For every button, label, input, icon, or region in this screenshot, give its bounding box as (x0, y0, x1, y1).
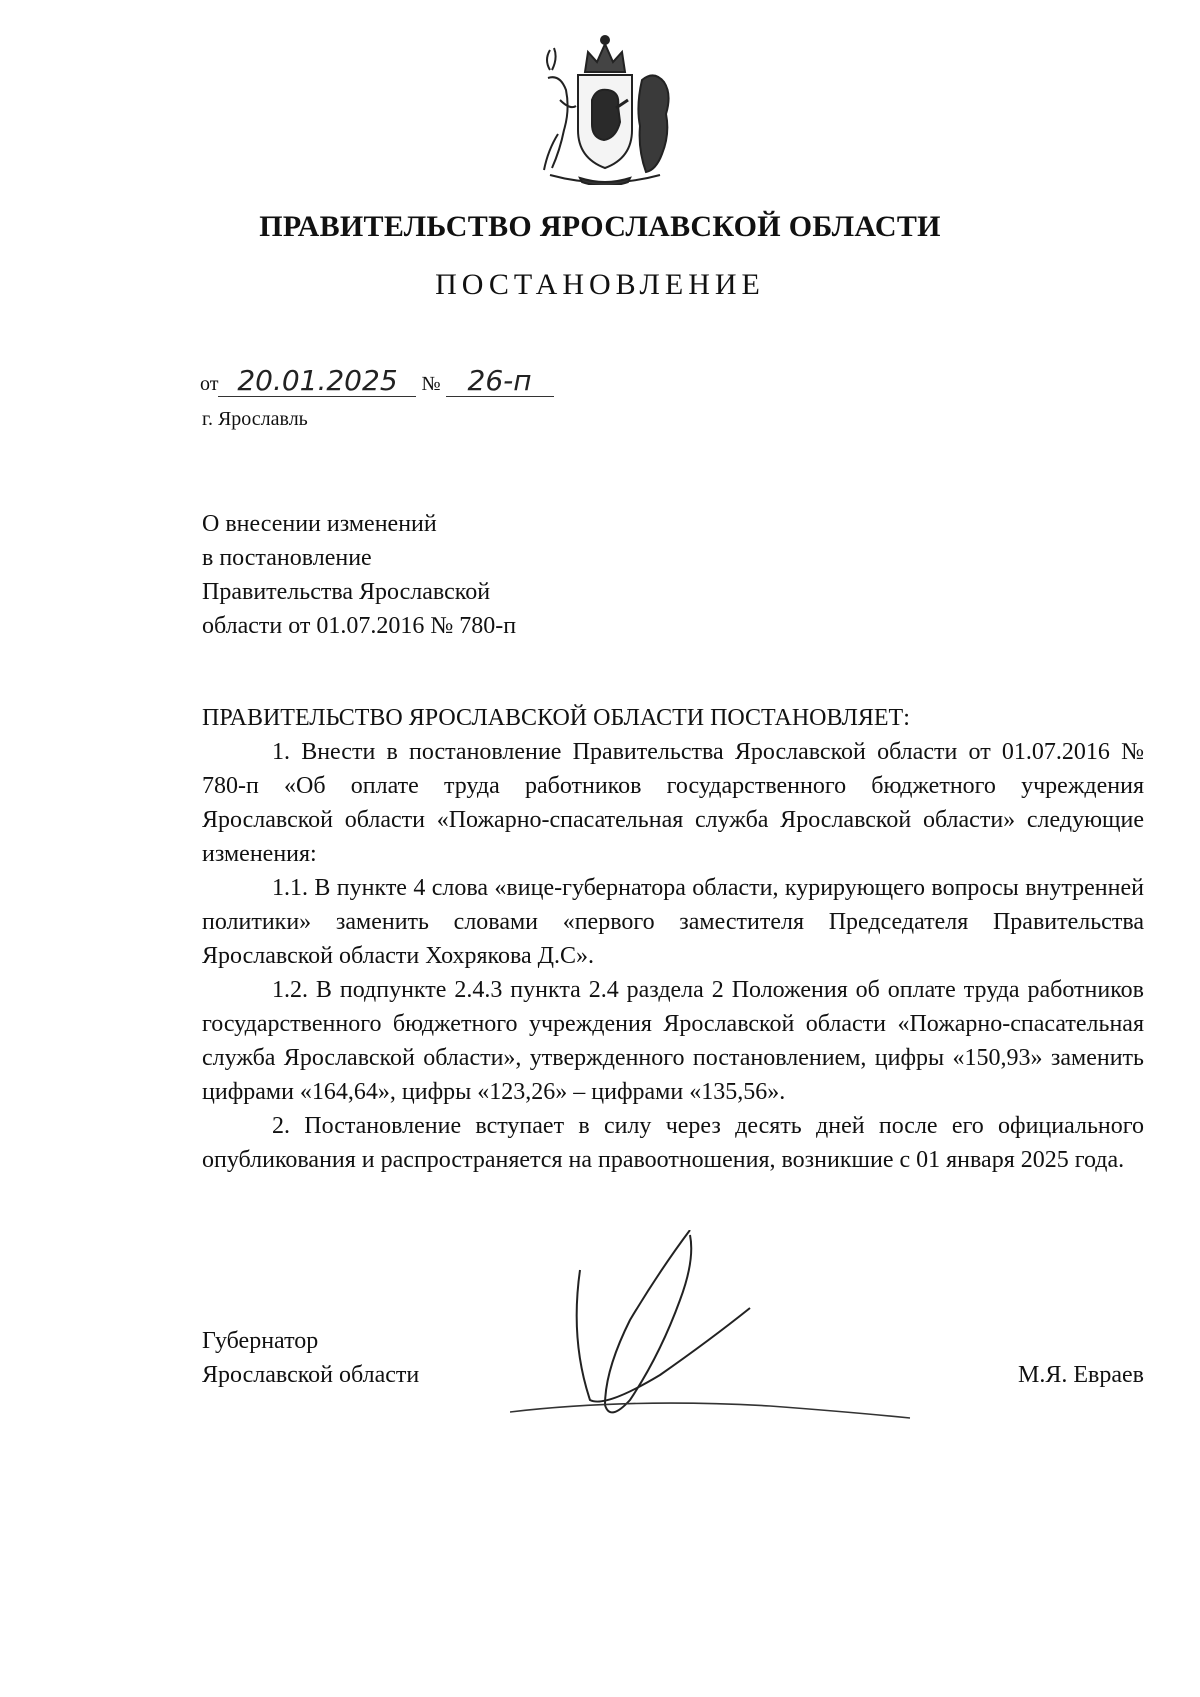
document-body (202, 701, 1144, 1177)
paragraph-1-1: 1.1. В пункте 4 слова «вице-губернатора области, курирующего вопросы внутренней политики» заменить словами «первого заместителя Председателя Правительства Ярославской области Хохрякова Д.С». (202, 875, 1144, 969)
position-line: Губернатор (202, 1328, 319, 1354)
subject-line: Правительства Ярославской (202, 579, 491, 605)
document-type: ПОСТАНОВЛЕНИЕ (435, 268, 765, 301)
organization-title: ПРАВИТЕЛЬСТВО ЯРОСЛАВСКОЙ ОБЛАСТИ (259, 210, 941, 243)
paragraph-1: 1. Внести в постановление Правительства Ярославской области от 01.07.2016 № 780-п «Об оплате труда работников государственного бюджетного учреждения Ярославской области «Пожарно-спасательная служба Ярославской области» следующие изменения: (202, 739, 1144, 867)
resolution-lead: ПРАВИТЕЛЬСТВО ЯРОСЛАВСКОЙ ОБЛАСТИ ПОСТАНОВЛЯЕТ: (202, 705, 910, 731)
date-prefix: от (200, 373, 219, 395)
signatory-position (202, 1324, 419, 1392)
subject-line: области от 01.07.2016 № 780-п (202, 613, 517, 639)
document-requisites (200, 366, 554, 397)
signatory-name: М.Я. Евраев (1018, 1362, 1144, 1388)
city: г. Ярославль (202, 408, 308, 430)
paragraph-1-2: 1.2. В подпункте 2.4.3 пункта 2.4 раздела 2 Положения об оплате труда работников государственного бюджетного учреждения Ярославской области «Пожарно-спасательная служба Ярославской области», утвержденного постановлением, цифры «150,93» заменить цифрами «164,64», цифры «123,26» – цифрами «135,56». (202, 977, 1144, 1105)
paragraph-2: 2. Постановление вступает в силу через десять дней после его официального опубликования и распространяется на правоотношения, возникшие с 01 января 2025 года. (202, 1113, 1144, 1173)
number-prefix: № (421, 373, 441, 395)
coat-of-arms-icon (530, 30, 680, 185)
signature-icon (510, 1230, 920, 1430)
subject-line: в постановление (202, 545, 372, 571)
document-subject (202, 507, 516, 643)
document-date: 20.01.2025 (218, 366, 416, 397)
subject-line: О внесении изменений (202, 511, 437, 537)
document-number: 26-п (446, 366, 554, 397)
position-line: Ярославской области (202, 1362, 420, 1388)
